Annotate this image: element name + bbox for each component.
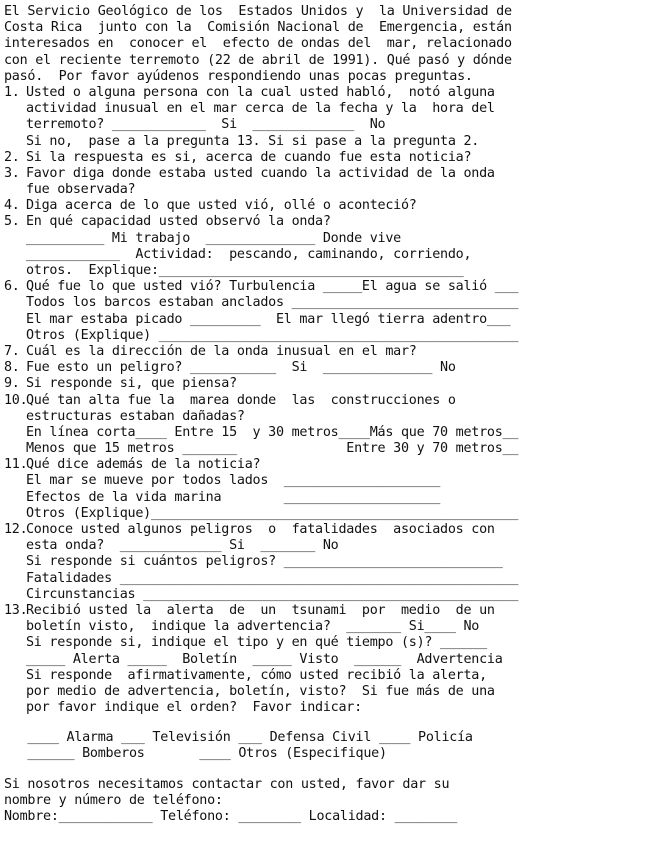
question-continuation-line bbox=[4, 441, 657, 457]
intro-line: con el reciente terremoto (22 de abril de 1991). Qué pasó y dónde bbox=[4, 52, 512, 68]
question-text: Si responde si, indique el tipo y en qué tiempo (s)? ______ bbox=[26, 635, 487, 651]
question-line bbox=[4, 360, 657, 376]
question-text: En qué capacidad usted observó la onda? bbox=[26, 214, 331, 230]
question-line bbox=[4, 522, 657, 538]
question-continuation-line bbox=[4, 263, 657, 279]
question-number: 12. bbox=[4, 522, 28, 537]
question-text: Qué dice además de la noticia? bbox=[26, 457, 261, 473]
question-continuation-line bbox=[4, 101, 657, 117]
question-continuation-line bbox=[4, 247, 657, 263]
question-number: 6. bbox=[4, 279, 20, 295]
question-continuation-line bbox=[4, 652, 657, 668]
question-continuation-line bbox=[4, 328, 657, 344]
option-line: ______ Bomberos ____ Otros (Especifique) bbox=[4, 746, 387, 762]
question-text: Qué fue lo que usted vió? Turbulencia _____El agua se salió ___ bbox=[26, 279, 519, 295]
question-text: _____ Alerta _____ Boletín _____ Visto ______ Advertencia bbox=[26, 651, 503, 667]
question-line bbox=[4, 279, 657, 295]
question-text: Todos los barcos estaban anclados _____________________________ bbox=[26, 295, 519, 311]
question-continuation-line bbox=[4, 231, 657, 247]
question-continuation-line bbox=[4, 473, 657, 489]
question-text: Si responde si, que piensa? bbox=[26, 376, 237, 392]
question-number: 10. bbox=[4, 392, 28, 408]
question-text: Diga acerca de lo que usted vió, ollé o aconteció? bbox=[26, 198, 417, 214]
question-continuation-line bbox=[4, 295, 657, 311]
question-line bbox=[4, 393, 657, 409]
question-continuation-line bbox=[4, 409, 657, 425]
question-continuation-line bbox=[4, 684, 657, 700]
question-line bbox=[4, 198, 657, 214]
question-line bbox=[4, 457, 657, 473]
question-text: Recibió usted la alerta de un tsunami por medio de un bbox=[26, 602, 495, 618]
question-text: actividad inusual en el mar cerca de la fecha y la hora del bbox=[26, 101, 495, 117]
question-text: Si responde afirmativamente, cómo usted recibió la alerta, bbox=[26, 667, 487, 683]
question-number: 3. bbox=[4, 165, 20, 181]
question-text: Conoce usted algunos peligros o fatalidades asociados con bbox=[26, 522, 495, 537]
question-line bbox=[4, 603, 657, 619]
question-continuation-line bbox=[4, 571, 657, 587]
intro-line: Costa Rica junto con la Comisión Nacional de Emergencia, están bbox=[4, 20, 512, 36]
question-continuation-line bbox=[4, 668, 657, 684]
question-text: boletín visto, indique la advertencia? _______ Si____ No bbox=[26, 619, 480, 635]
question-text: El mar estaba picado _________ El mar llegó tierra adentro___ bbox=[26, 311, 511, 327]
question-continuation-line bbox=[4, 425, 657, 441]
question-text: Fue esto un peligro? ___________ Si ______________ No bbox=[26, 360, 456, 376]
option-line: ____ Alarma ___ Televisión ___ Defensa Civil ____ Policía bbox=[4, 730, 473, 746]
question-line bbox=[4, 166, 657, 182]
question-line bbox=[4, 376, 657, 392]
question-text: Favor diga donde estaba usted cuando la actividad de la onda bbox=[26, 165, 495, 181]
question-continuation-line bbox=[4, 117, 657, 133]
question-continuation-line bbox=[4, 700, 657, 716]
question-text: fue observada? bbox=[26, 182, 136, 198]
question-text: esta onda? _____________ Si _______ No bbox=[26, 538, 339, 554]
question-continuation-line bbox=[4, 554, 657, 570]
alert-source-options bbox=[4, 730, 657, 762]
contact-line: Nombre:____________ Teléfono: ________ Localidad: ________ bbox=[4, 809, 458, 824]
question-number: 4. bbox=[4, 198, 20, 214]
intro-line: pasó. Por favor ayúdenos respondiendo unas pocas preguntas. bbox=[4, 68, 473, 84]
intro-line: El Servicio Geológico de los Estados Unidos y la Universidad de bbox=[4, 4, 512, 19]
contact-section bbox=[4, 777, 657, 826]
question-text: ____________ Actividad: pescando, caminando, corriendo, bbox=[26, 246, 472, 262]
question-number: 5. bbox=[4, 214, 20, 230]
question-number: 8. bbox=[4, 360, 20, 376]
contact-line: nombre y número de teléfono: bbox=[4, 792, 223, 808]
spacer bbox=[4, 716, 657, 730]
question-number: 1. bbox=[4, 84, 20, 100]
questions-list bbox=[4, 85, 657, 716]
question-text: Si responde si cuántos peligros? ____________________________ bbox=[26, 554, 503, 570]
question-continuation-line bbox=[4, 182, 657, 198]
question-continuation-line bbox=[4, 490, 657, 506]
question-line bbox=[4, 214, 657, 230]
question-text: Usted o alguna persona con la cual usted habló, notó alguna bbox=[26, 84, 495, 100]
question-text: Efectos de la vida marina ____________________ bbox=[26, 489, 441, 505]
question-continuation-line bbox=[4, 506, 657, 522]
question-text: Si la respuesta es si, acerca de cuando fue esta noticia? bbox=[26, 149, 472, 165]
question-continuation-line bbox=[4, 587, 657, 603]
question-text: Otros (Explique) ______________________________________________ bbox=[26, 327, 519, 343]
question-number: 2. bbox=[4, 149, 20, 165]
question-text: por favor indique el orden? Favor indicar: bbox=[26, 700, 362, 716]
question-continuation-line bbox=[4, 312, 657, 328]
question-text: otros. Explique:_______________________________________ bbox=[26, 263, 464, 278]
question-continuation-line bbox=[4, 635, 657, 651]
question-text: Menos que 15 metros _______ Entre 30 y 70 metros__ bbox=[26, 441, 519, 457]
contact-line: Si nosotros necesitamos contactar con usted, favor dar su bbox=[4, 776, 450, 792]
question-text: __________ Mi trabajo ______________ Donde vive bbox=[26, 230, 401, 246]
intro-line: interesados en conocer el efecto de ondas del mar, relacionado bbox=[4, 36, 512, 52]
question-number: 13. bbox=[4, 602, 28, 618]
question-continuation-line bbox=[4, 619, 657, 635]
question-number: 7. bbox=[4, 343, 20, 359]
question-continuation-line bbox=[4, 538, 657, 554]
intro-paragraph bbox=[4, 4, 657, 85]
question-line bbox=[4, 344, 657, 360]
question-text: Otros (Explique)_______________________________________________ bbox=[26, 505, 519, 521]
spacer bbox=[4, 763, 657, 777]
question-number: 11. bbox=[4, 457, 28, 473]
question-text: El mar se mueve por todos lados ____________________ bbox=[26, 473, 441, 489]
question-text: Si no, pase a la pregunta 13. Si si pase a la pregunta 2. bbox=[26, 133, 480, 149]
question-text: Qué tan alta fue la marea donde las construcciones o bbox=[26, 392, 456, 408]
question-text: terremoto? ____________ Si _____________ No bbox=[26, 117, 386, 133]
question-text: por medio de advertencia, boletín, visto? Si fue más de una bbox=[26, 683, 495, 699]
question-text: Fatalidades ___________________________________________________ bbox=[26, 570, 519, 586]
question-number: 9. bbox=[4, 376, 20, 392]
question-text: En línea corta____ Entre 15 y 30 metros____Más que 70 metros__ bbox=[26, 424, 519, 440]
question-text: estructuras estaban dañadas? bbox=[26, 408, 245, 424]
question-continuation-line bbox=[4, 134, 657, 150]
question-text: Cuál es la dirección de la onda inusual en el mar? bbox=[26, 343, 417, 359]
question-text: Circunstancias ________________________________________________ bbox=[26, 586, 519, 602]
question-line bbox=[4, 85, 657, 101]
question-line bbox=[4, 150, 657, 166]
